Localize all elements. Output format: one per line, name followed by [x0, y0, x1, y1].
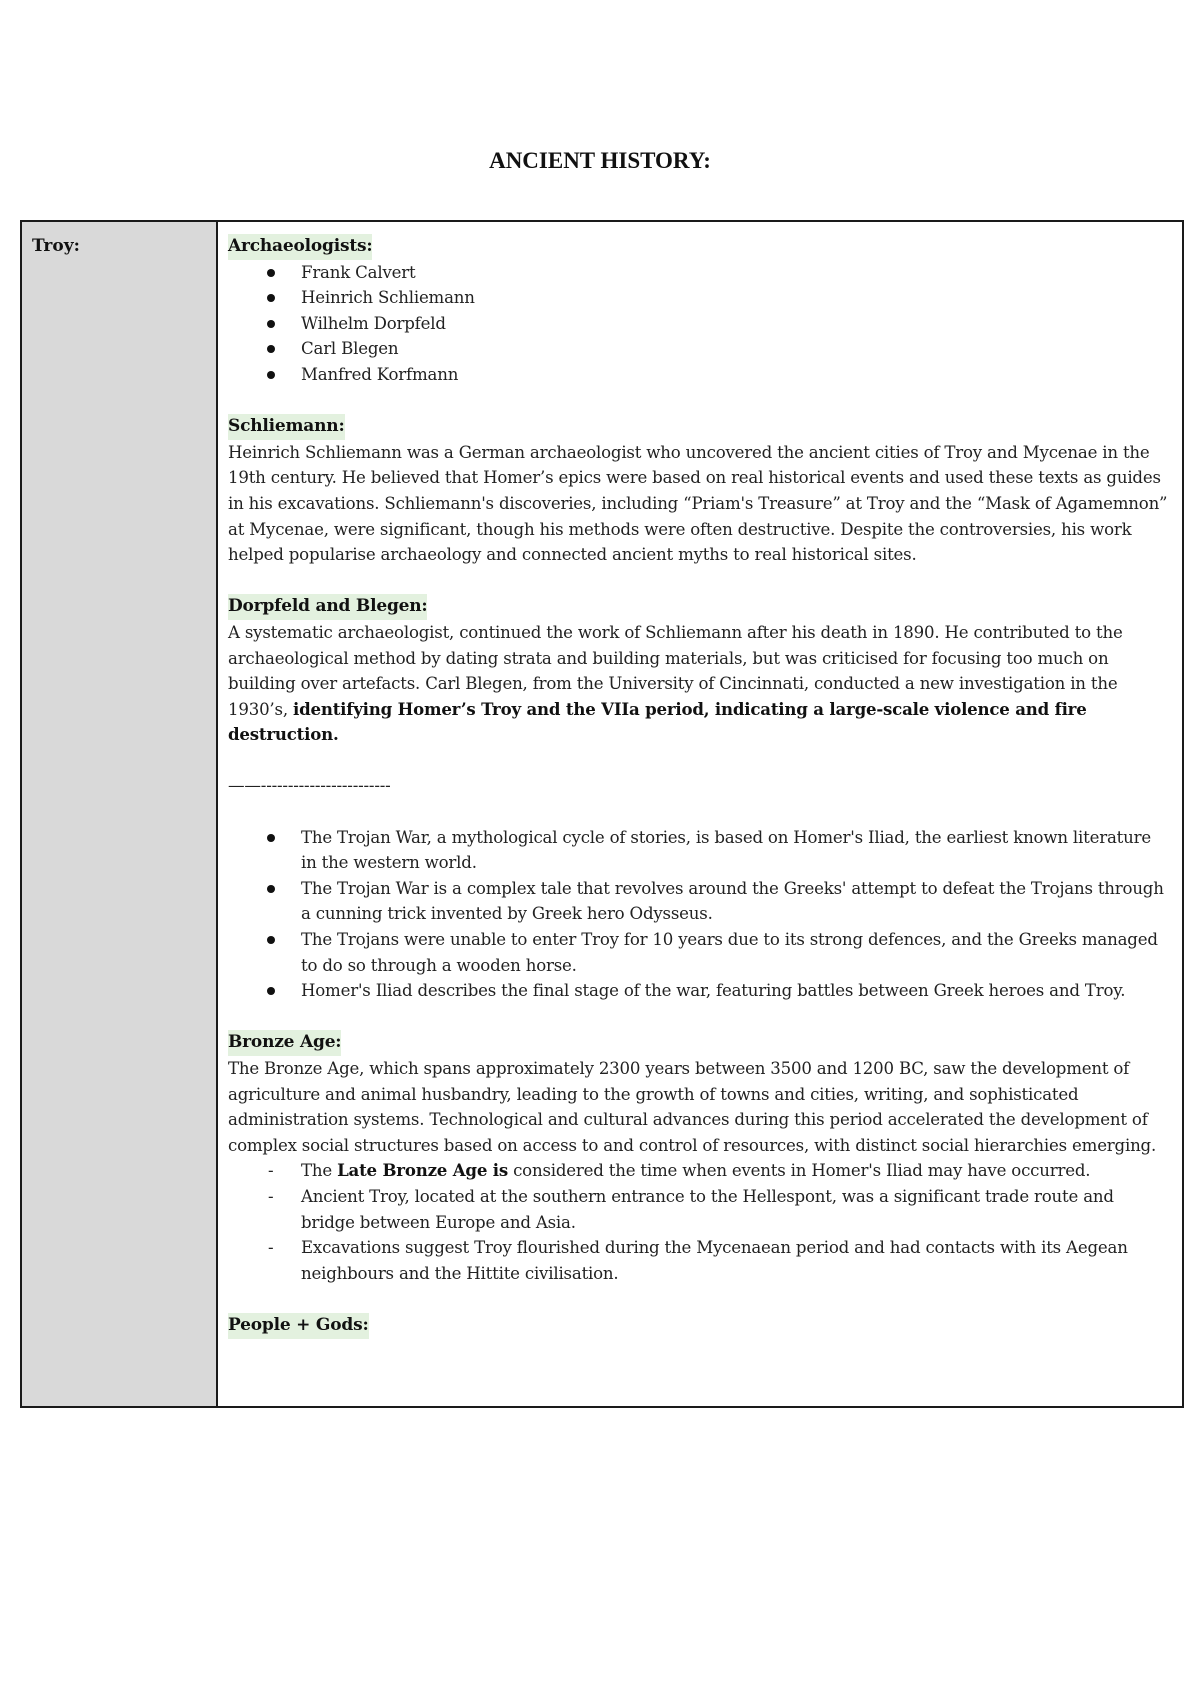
bronze-age-section [228, 1029, 1170, 1286]
list-item: Heinrich Schliemann [228, 285, 1170, 311]
dorpfeld-text-bold: identifying Homer’s Troy and the VIIa period, indicating a large-scale violence and fire destruction. [228, 698, 1087, 745]
schliemann-section [228, 413, 1170, 568]
archaeologists-section [228, 233, 1170, 388]
schliemann-heading: Schliemann: [228, 414, 345, 440]
list-item: Manfred Korfmann [228, 362, 1170, 388]
bronze-age-heading: Bronze Age: [228, 1030, 341, 1056]
list-item: Homer's Iliad describes the final stage of the war, featuring battles between Greek heroes and Troy. [228, 978, 1170, 1004]
topic-column [22, 222, 218, 1406]
separator-line: ——------------------------ [228, 776, 391, 796]
list-item: The Trojan War, a mythological cycle of stories, is based on Homer's Iliad, the earliest known literature in the western world. [228, 825, 1170, 876]
notes-table [20, 220, 1184, 1408]
point-bold-text: Late Bronze Age is [337, 1160, 508, 1181]
list-item: The Trojan War is a complex tale that revolves around the Greeks' attempt to defeat the Trojans through a cunning trick invented by Greek hero Odysseus. [228, 876, 1170, 927]
dorpfeld-section [228, 593, 1170, 748]
point-text: considered the time when events in Homer's Iliad may have occurred. [508, 1161, 1091, 1181]
trojan-war-list [228, 825, 1170, 1004]
people-gods-section [228, 1312, 1170, 1339]
dorpfeld-text [228, 620, 1170, 748]
archaeologists-heading: Archaeologists: [228, 234, 372, 260]
archaeologists-list [228, 260, 1170, 388]
bronze-age-points [228, 1158, 1170, 1286]
list-item [228, 1158, 1170, 1184]
topic-label: Troy: [32, 236, 80, 256]
point-text: The [301, 1161, 338, 1181]
people-gods-heading: People + Gods: [228, 1313, 369, 1339]
list-item: The Trojans were unable to enter Troy for 10 years due to its strong defences, and the Greeks managed to do so through a wooden horse. [228, 927, 1170, 978]
dorpfeld-text-plain: A systematic archaeologist, continued the work of Schliemann after his death in 1890. He contributed to the archaeological method by dating strata and building materials, but was criticised for focusing too much on building over artefacts. Carl Blegen, from the University of Cincinnati, conducted a new investigation in the 1930’s, [228, 622, 1123, 719]
list-item: - Excavations suggest Troy flourished during the Mycenaean period and had contacts with its Aegean neighbours and the Hittite civilisation. [228, 1235, 1170, 1286]
page-title: ANCIENT HISTORY: [489, 148, 711, 173]
list-item: Frank Calvert [228, 260, 1170, 286]
bronze-age-text: The Bronze Age, which spans approximately 2300 years between 3500 and 1200 BC, saw the development of agriculture and animal husbandry, leading to the growth of towns and cities, writing, and sophisticated administration systems. Technological and cultural advances during this period accelerated the development of complex social structures based on access to and control of resources, with distinct social hierarchies emerging. [228, 1059, 1157, 1155]
schliemann-text: Heinrich Schliemann was a German archaeologist who uncovered the ancient cities of Troy and Mycenae in the 19th century. He believed that Homer’s epics were based on real historical events and used these texts as guides in his excavations. Schliemann's discoveries, including “Priam's Treasure” at Troy and the “Mask of Agamemnon” at Mycenae, were significant, though his methods were often destructive. Despite the controversies, his work helped popularise archaeology and connected ancient myths to real historical sites. [228, 442, 1168, 565]
list-item: Wilhelm Dorpfeld [228, 311, 1170, 337]
dorpfeld-heading: Dorpfeld and Blegen: [228, 594, 427, 620]
list-item: - Ancient Troy, located at the southern entrance to the Hellespont, was a significant trade route and bridge between Europe and Asia. [228, 1184, 1170, 1235]
notes-column [218, 222, 1182, 1406]
list-item: Carl Blegen [228, 336, 1170, 362]
